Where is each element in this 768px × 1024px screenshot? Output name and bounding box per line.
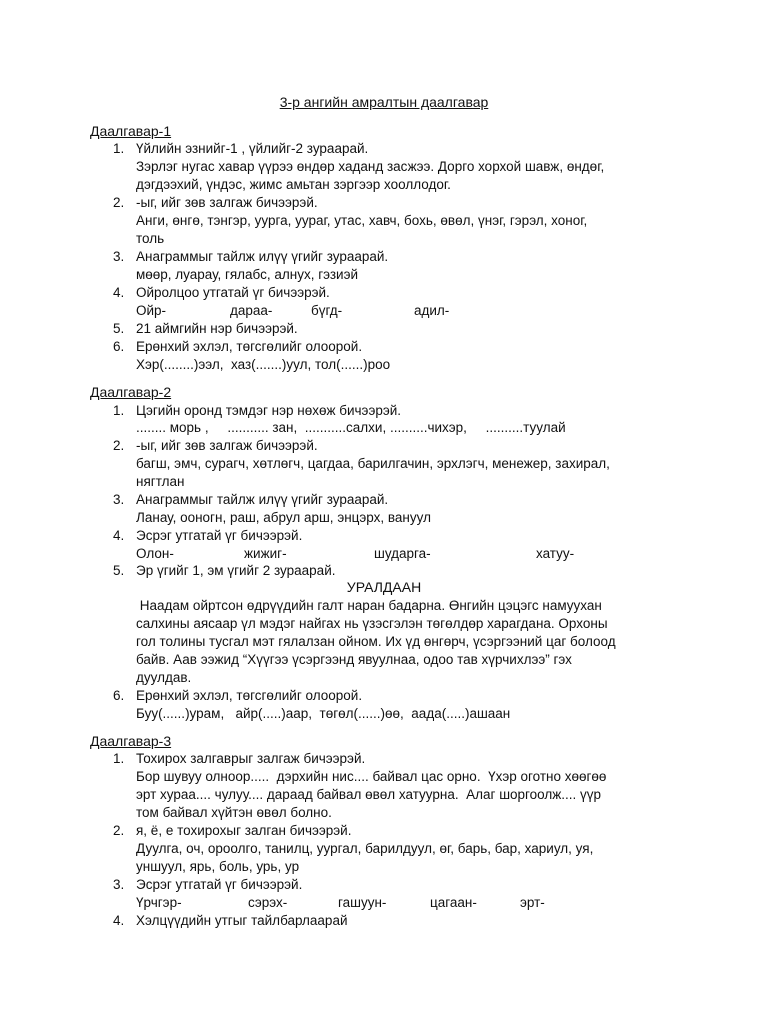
s3-item-2-number: 2. xyxy=(113,823,125,838)
s3-item-4-text: Хэлцүүдийн утгыг тайлбарлаарай xyxy=(136,913,348,928)
story-line-4: байв. Аав ээжид “Хүүгээ үсэргээнд явуулнаа, одоо тав хүрчихлээ” гэх xyxy=(136,652,572,667)
s2-item-3-line-1: Ланау, ооногн, раш, абрул арш, энцэрх, вануул xyxy=(136,510,431,525)
s2-item-5-number: 5. xyxy=(113,563,125,578)
s1-item-5-text: 21 аймгийн нэр бичээрэй. xyxy=(136,321,298,336)
s3-item-4-number: 4. xyxy=(113,913,125,928)
s1-item-1-text: Үйлийн эзнийг-1 , үйлийг-2 зураарай. xyxy=(136,141,369,156)
s2-item-5-text: Эр үгийг 1, эм үгийг 2 зураарай. xyxy=(136,563,336,578)
word-blank: Үрчгэр- xyxy=(136,895,182,910)
s3-item-1-text: Тохирох залгаврыг залгаж бичээрэй. xyxy=(136,751,366,766)
s3-item-3-number: 3. xyxy=(113,877,125,892)
s1-item-2-number: 2. xyxy=(113,195,125,210)
s3-item-2-line-2: уншуул, ярь, боль, урь, ур xyxy=(136,859,300,874)
s1-item-3-line-1: мөөр, луарау, гялабс, алнух, гэзиэй xyxy=(136,267,359,282)
word-blank: жижиг- xyxy=(244,546,287,561)
word-blank: гашуун- xyxy=(338,895,387,910)
word-blank: шударга- xyxy=(374,546,431,561)
story-line-3: гол толины тусгал мэт гялалзан ойном. Их үд өнгөрч, үсэргээний цаг болоод xyxy=(136,634,616,649)
s2-item-3-number: 3. xyxy=(113,492,125,507)
story-title: УРАЛДААН xyxy=(346,579,422,595)
s3-item-2-line-1: Дуулга, оч, ороолго, танилц, уургал, барилдуул, өг, барь, бар, хариул, уя, xyxy=(136,841,594,856)
s3-item-1-line-3: том байвал хүйтэн өвөл болно. xyxy=(136,805,332,820)
word-blank: эрт- xyxy=(520,895,545,910)
s2-item-4-number: 4. xyxy=(113,528,125,543)
s2-item-6-text: Ерөнхий эхлэл, төгсгөлийг олоорой. xyxy=(136,688,363,703)
s2-item-6-number: 6. xyxy=(113,688,125,703)
section-3-heading: Даалгавар-3 xyxy=(90,733,172,749)
s2-item-3-text: Анаграммыг тайлж илүү үгийг зураарай. xyxy=(136,492,389,507)
s1-item-6-line-1: Хэр(........)ээл, хаз(.......)уул, тол(......)роо xyxy=(136,357,391,372)
section-1-heading: Даалгавар-1 xyxy=(90,123,172,139)
word-blank: хатуу- xyxy=(536,546,575,561)
word-blank: бүгд- xyxy=(311,303,343,318)
word-blank: сэрэх- xyxy=(248,895,288,910)
word-blank: цагаан- xyxy=(430,895,477,910)
s1-item-1-line-2: дэгдээхий, үндэс, жимс амьтан зэргээр хооллодог. xyxy=(136,177,451,192)
s2-item-1-line-1: ........ морь , ........... зан, ...........салхи, ..........чихэр, ..........туулай xyxy=(136,420,566,435)
s3-item-1-number: 1. xyxy=(113,751,125,766)
word-blank: Олон- xyxy=(136,546,174,561)
s2-item-2-text: -ыг, ийг зөв залгаж бичээрэй. xyxy=(136,438,318,453)
story-line-5: дуулдав. xyxy=(136,670,192,685)
s1-item-2-text: -ыг, ийг зөв залгаж бичээрэй. xyxy=(136,195,318,210)
word-blank: Ойр- xyxy=(136,303,167,318)
s2-item-1-number: 1. xyxy=(113,403,125,418)
s3-item-1-line-1: Бор шувуу олноор..... дэрхийн нис.... байвал цас орно. Үхэр оготно хөөгөө xyxy=(136,769,607,784)
s2-item-4-text: Эсрэг утгатай үг бичээрэй. xyxy=(136,528,303,543)
story-line-2: салхины аясаар үл мэдэг найгах нь үзэсгэлэн төгөлдөр харагдана. Орхоны xyxy=(136,616,608,631)
s2-item-2-line-1: багш, эмч, сурагч, хөтлөгч, цагдаа, барилгачин, эрхлэгч, менежер, захирал, xyxy=(136,456,610,471)
s1-item-2-line-1: Анги, өнгө, тэнгэр, уурга, уураг, утас, хавч, бохь, өвөл, үнэг, гэрэл, хоног, xyxy=(136,213,588,228)
s1-item-2-line-2: толь xyxy=(136,231,165,246)
s2-item-6-line-1: Буу(......)урам, айр(.....)аар, төгөл(......)өө, аада(.....)ашаан xyxy=(136,706,511,721)
story-line-1: Наадам ойртсон өдрүүдийн галт наран бадарна. Өнгийн цэцэгс намуухан xyxy=(136,598,602,613)
word-blank: адил- xyxy=(414,303,450,318)
s3-item-3-text: Эсрэг утгатай үг бичээрэй. xyxy=(136,877,303,892)
page-title: 3-р ангийн амралтын даалгавар xyxy=(279,94,489,110)
s1-item-1-number: 1. xyxy=(113,141,125,156)
s1-item-4-text: Ойролцоо утгатай үг бичээрэй. xyxy=(136,285,330,300)
s3-item-1-line-2: эрт хураа.... чулуу.... дараад байвал өвөл хатуурна. Алаг шоргоолж.... үүр xyxy=(136,787,602,802)
s1-item-1-line-1: Зэрлэг нугас хавар үүрээ өндөр хаданд засжээ. Дорго хорхой шавж, өндөг, xyxy=(136,159,605,174)
word-blank: дараа- xyxy=(230,303,273,318)
s1-item-3-text: Анаграммыг тайлж илүү үгийг зураарай. xyxy=(136,249,389,264)
section-2-heading: Даалгавар-2 xyxy=(90,384,172,400)
s1-item-3-number: 3. xyxy=(113,249,125,264)
s2-item-2-line-2: нягтлан xyxy=(136,474,185,489)
s3-item-2-text: я, ё, е тохирохыг залган бичээрэй. xyxy=(136,823,352,838)
s1-item-6-text: Ерөнхий эхлэл, төгсгөлийг олоорой. xyxy=(136,339,363,354)
s1-item-5-number: 5. xyxy=(113,321,125,336)
s2-item-2-number: 2. xyxy=(113,438,125,453)
s2-item-1-text: Цэгийн оронд тэмдэг нэр нөхөж бичээрэй. xyxy=(136,403,402,418)
s1-item-6-number: 6. xyxy=(113,339,125,354)
s1-item-4-number: 4. xyxy=(113,285,125,300)
